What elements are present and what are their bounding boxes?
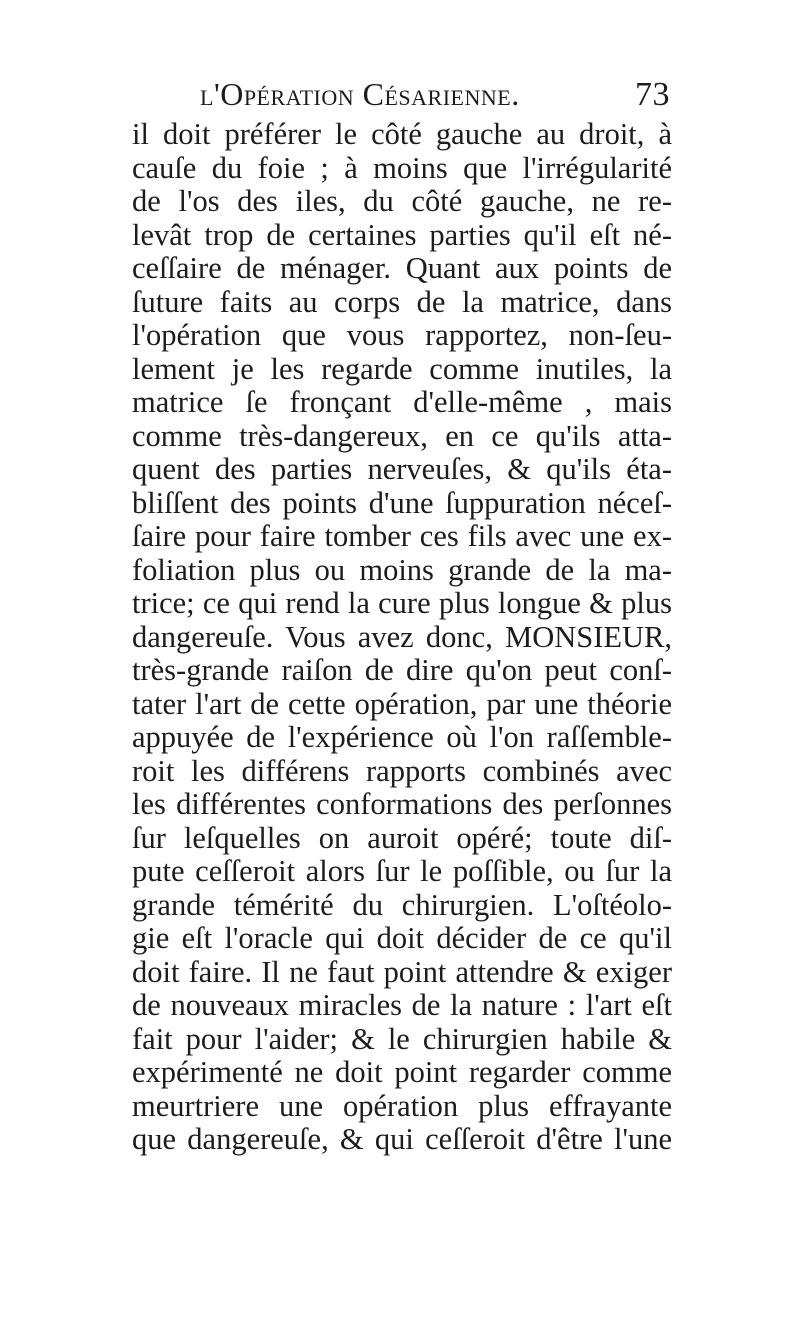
text-line: grande témérité du chirurgien. L'oſtéolo- bbox=[132, 888, 672, 922]
body-text bbox=[132, 118, 672, 1157]
text-line: les différentes conformations des perſonnes bbox=[132, 788, 672, 821]
text-line: cauſe du foie ; à moins que l'irrégularité bbox=[132, 151, 672, 185]
text-line: quent des parties nerveuſes, & qu'ils éta- bbox=[132, 453, 672, 486]
page-number: 73 bbox=[635, 76, 670, 113]
text-line: ceſſaire de ménager. Quant aux points de bbox=[132, 252, 672, 285]
text-line: comme très-dangereux, en ce qu'ils atta- bbox=[132, 419, 672, 453]
text-line: dangereuſe. Vous avez donc, MONSIEUR, bbox=[132, 620, 672, 654]
text-line: ſuture faits au corps de la matrice, dans bbox=[132, 285, 672, 319]
text-line: trice; ce qui rend la cure plus longue & plus bbox=[132, 587, 672, 620]
text-line: pute ceſſeroit alors ſur le poſſible, ou ſur la bbox=[132, 855, 672, 888]
text-line: gie eſt l'oracle qui doit décider de ce qu'il bbox=[132, 922, 672, 955]
text-line: lement je les regarde comme inutiles, la bbox=[132, 352, 672, 386]
text-line: levât trop de certaines parties qu'il eſt né- bbox=[132, 218, 672, 252]
text-line: roit les différens rapports combinés avec bbox=[132, 754, 672, 788]
text-line: tater l'art de cette opération, par une théorie bbox=[132, 687, 672, 721]
text-line: fait pour l'aider; & le chirurgien habile & bbox=[132, 1022, 672, 1056]
running-head-title: l'Opération Césarienne. bbox=[200, 76, 520, 112]
text-line: appuyée de l'expérience où l'on raſſemble- bbox=[132, 721, 672, 754]
text-line: bliſſent des points d'une ſuppuration néceſ- bbox=[132, 486, 672, 520]
text-line: ſaire pour faire tomber ces fils avec une ex- bbox=[132, 520, 672, 553]
text-line: très-grande raiſon de dire qu'on peut conſ- bbox=[132, 654, 672, 687]
text-line: l'opération que vous rapportez, non-ſeu- bbox=[132, 319, 672, 352]
text-line: doit faire. Il ne faut point attendre & exiger bbox=[132, 955, 672, 989]
text-line: de nouveaux miracles de la nature : l'art eſt bbox=[132, 989, 672, 1022]
text-line: matrice ſe fronçant d'elle-même , mais bbox=[132, 386, 672, 419]
text-line: de l'os des iles, du côté gauche, ne re- bbox=[132, 185, 672, 218]
text-line: il doit préférer le côté gauche au droit, à bbox=[132, 118, 672, 151]
text-line: foliation plus ou moins grande de la ma- bbox=[132, 553, 672, 587]
text-line: que dangereuſe, & qui ceſſeroit d'être l'une bbox=[132, 1123, 672, 1156]
text-line: expérimenté ne doit point regarder comme bbox=[132, 1056, 672, 1089]
text-line: ſur leſquelles on auroit opéré; toute diſ- bbox=[132, 821, 672, 855]
running-head bbox=[200, 76, 670, 124]
text-line: meurtriere une opération plus effrayante bbox=[132, 1089, 672, 1123]
